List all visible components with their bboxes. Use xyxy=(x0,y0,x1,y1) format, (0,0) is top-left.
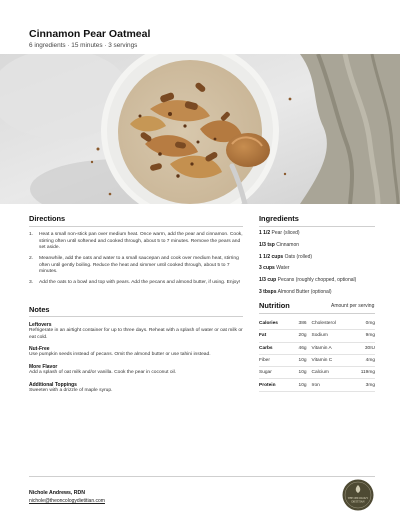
author-email-link[interactable]: nichole@theoncologydietitian.com xyxy=(29,498,105,504)
recipe-meta: 6 ingredients · 15 minutes · 3 servings xyxy=(29,42,138,49)
author-name: Nichole Andrews, RDN xyxy=(29,490,86,496)
note-item: More Flavor Add a splash of oat milk and/or vanilla. Cook the pear in coconut oil. xyxy=(29,364,177,376)
nutrition-row: Carbs 46g Vitamin A 30IU xyxy=(259,342,375,354)
directions-heading: Directions xyxy=(29,214,66,223)
direction-step: 2. Meanwhile, add the oats and water to a small saucepan and cook over medium heat, stirring often until gently boiling. Reduce the heat and simmer until cooked through, about 5 to 7 minutes. xyxy=(29,255,239,275)
nutrition-divider xyxy=(259,313,375,314)
ingredient-item: 1 1/2 cups Oats (rolled) xyxy=(259,253,313,260)
notes-heading: Notes xyxy=(29,305,50,314)
note-item: Leftovers Refrigerate in an airtight container for up to three days. Reheat with a splash of water or oat milk or eat cold. xyxy=(29,322,243,340)
ingredient-item: 3 cups Water xyxy=(259,265,290,272)
brand-logo xyxy=(342,479,374,516)
ingredients-divider xyxy=(259,226,375,227)
nutrition-row: Fat 20g Sodium 9mg xyxy=(259,330,375,342)
recipe-photo xyxy=(0,54,400,204)
footer-divider xyxy=(29,476,375,477)
svg-text:DIETITIAN: DIETITIAN xyxy=(351,500,365,504)
directions-divider xyxy=(29,226,243,227)
nutrition-row: Calories 386 Cholesterol 0mg xyxy=(259,318,375,330)
nutrition-table xyxy=(259,318,375,392)
direction-step: 1. Heat a small non-stick pan over medium heat. Once warm, add the pear and cinnamon. Cook, stirring often until softened and cooked through, about 5 to 7 minutes. Remove the pears and set aside. xyxy=(29,232,243,251)
notes-divider xyxy=(29,316,243,317)
ingredient-item: 1 1/2 Pear (sliced) xyxy=(259,230,300,236)
per-serving-label: Amount per serving xyxy=(331,303,375,309)
ingredient-item: 1/3 tsp Cinnamon xyxy=(259,241,300,248)
note-item: Additional Toppings Sweeten with a drizzle of maple syrup. xyxy=(29,381,113,393)
svg-text:THE ONCOLOGY: THE ONCOLOGY xyxy=(347,497,369,500)
ingredient-item: 1/3 cup Pecans (roughly chopped, optional) xyxy=(259,277,357,284)
ingredients-heading: Ingredients xyxy=(259,214,299,223)
notes-list xyxy=(29,322,243,400)
nutrition-row: Protein 10g Iron 3mg xyxy=(259,379,375,391)
nutrition-row: Fiber 10g Vitamin C 4mg xyxy=(259,354,375,366)
recipe-title: Cinnamon Pear Oatmeal xyxy=(29,28,151,40)
ingredients-list xyxy=(259,230,379,301)
direction-step: 3. Add the oats to a bowl and top with pears. Add the pecans and almond butter, if using. Enjoy! xyxy=(29,279,241,285)
nutrition-heading: Nutrition xyxy=(259,301,290,310)
nutrition-row: Sugar 10g Calcium 119mg xyxy=(259,367,375,379)
note-item: Nut-Free Use pumpkin seeds instead of pecans. Omit the almond butter or use tahini instead. xyxy=(29,346,211,358)
ingredient-item: 3 tbsps Almond Butter (optional) xyxy=(259,288,332,295)
directions-list xyxy=(29,232,243,291)
